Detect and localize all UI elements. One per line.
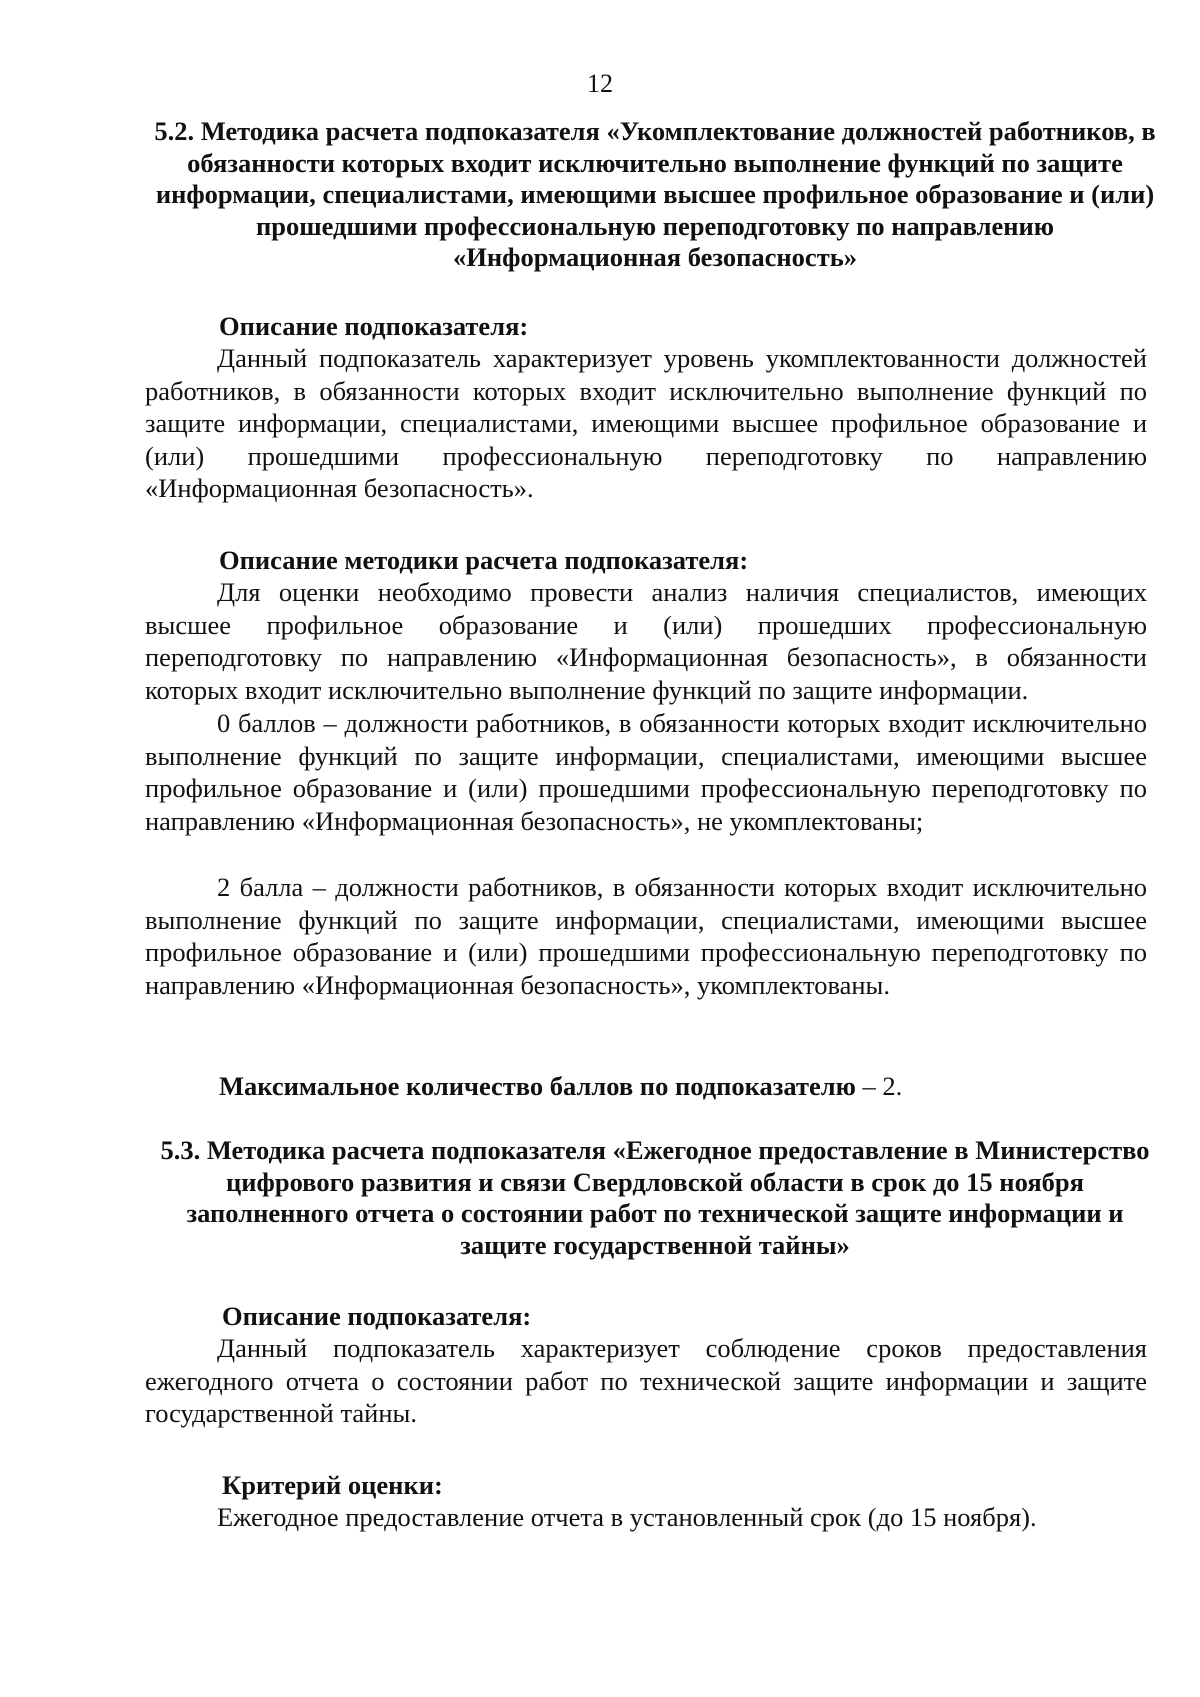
section-5-2-method-title: Описание методики расчета подпоказателя: (219, 545, 749, 575)
section-5-2-max-score (219, 1070, 902, 1102)
section-5-3-heading: 5.3. Методика расчета подпоказателя «Ежегодное предоставление в Министерство цифрового развития и связи Свердловской области в срок до 15 ноября заполненного отчета о состоянии работ по технической защите информации и защите государственной тайны» (160, 1135, 1150, 1260)
section-5-2-heading: 5.2. Методика расчета подпоказателя «Укомплектование должностей работников, в обязанности которых входит исключительно выполнение функций по защите информации, специалистами, имеющими высшее профильное образование и (или) прошедшими профессиональную переподготовку по направлению «Информационная безопасность» (154, 116, 1156, 272)
max-score-label: Максимальное количество баллов по подпоказателю (219, 1071, 856, 1101)
section-5-2-score-0: 0 баллов – должности работников, в обязанности которых входит исключительно выполнение функций по защите информации, специалистами, имеющими высшее профильное образование и (или) прошедшими профессиональную переподготовку по направлению «Информационная безопасность», не укомплектованы; (145, 708, 1147, 836)
section-5-3-description-title: Описание подпоказателя: (222, 1301, 532, 1331)
max-score-value: – 2. (855, 1071, 903, 1101)
section-5-2-method-text: Для оценки необходимо провести анализ наличия специалистов, имеющих высшее профильное образование и (или) прошедших профессиональную переподготовку по направлению «Информационная безопасность», в обязанности которых входит исключительно выполнение функций по защите информации. (145, 577, 1147, 705)
section-5-2-description-title: Описание подпоказателя: (219, 311, 529, 341)
section-5-2-description-text: Данный подпоказатель характеризует уровень укомплектованности должностей работников, в обязанности которых входит исключительно выполнение функций по защите информации, специалистами, имеющими высшее профильное образование и (или) прошедшими профессиональную переподготовку по направлению «Информационная безопасность». (145, 343, 1147, 504)
section-5-2-score-2: 2 балла – должности работников, в обязанности которых входит исключительно выполнение функций по защите информации, специалистами, имеющими высшее профильное образование и (или) прошедшими профессиональную переподготовку по направлению «Информационная безопасность», укомплектованы. (145, 872, 1147, 1000)
page-number: 12 (587, 69, 613, 98)
section-5-3-criterion-text: Ежегодное предоставление отчета в установленный срок (до 15 ноября). (217, 1502, 1037, 1532)
section-5-3-criterion-title: Критерий оценки: (222, 1470, 443, 1500)
section-5-3-description-text: Данный подпоказатель характеризует соблюдение сроков предоставления ежегодного отчета о состоянии работ по технической защите информации и защите государственной тайны. (145, 1333, 1147, 1429)
